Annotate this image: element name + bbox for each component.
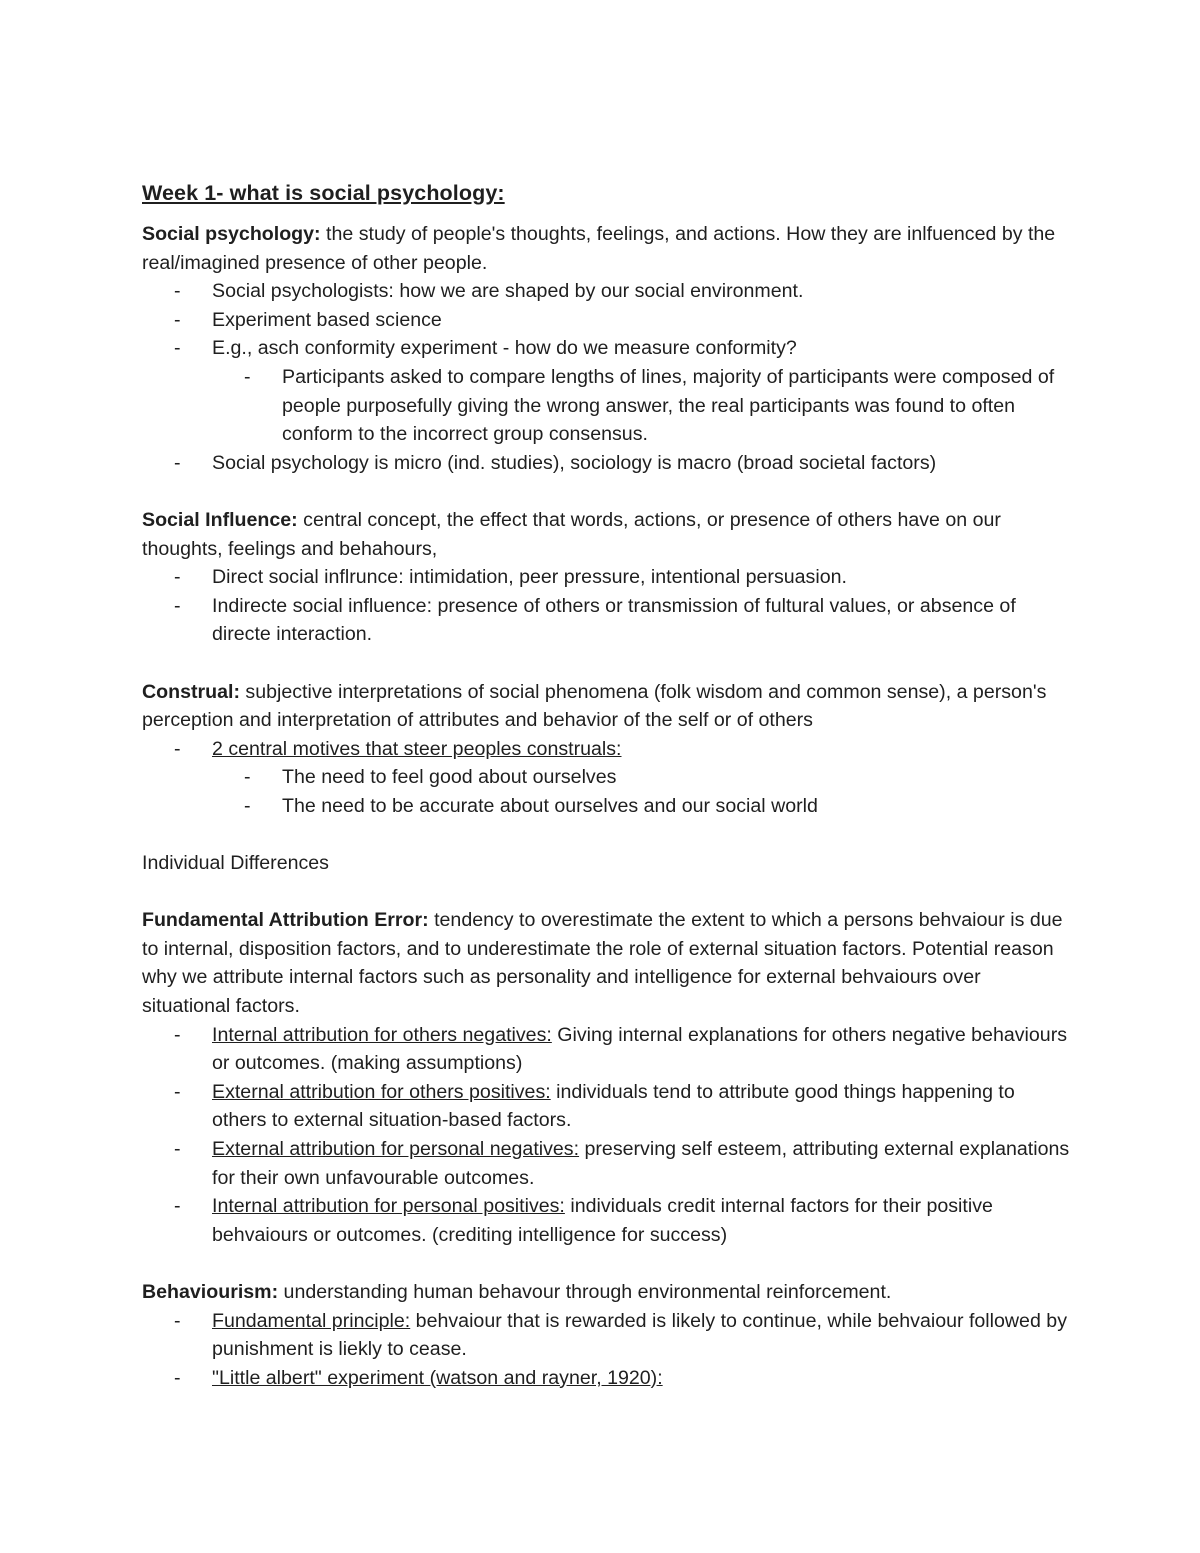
list-item-label: Fundamental principle:	[212, 1309, 411, 1332]
list-item: - Social psychologists: how we are shaped by our social environment.	[142, 277, 1072, 306]
list-item-text: 2 central motives that steer peoples construals:	[212, 737, 622, 760]
list-item	[142, 334, 1072, 448]
definition-fundamental-attribution-error: tendency to overestimate the extent to which a persons behvaiour is due to internal, disposition factors, and to underestimate the role of external situation factors. Potential reason why we attribute internal factors such as personality and intelligence for external behvaiours over situational factors.	[142, 909, 1063, 1018]
nested-list	[212, 363, 1072, 449]
list-item	[142, 1135, 1072, 1192]
list-item-label: Internal attribution for personal positives:	[212, 1195, 565, 1218]
list-item	[142, 1192, 1072, 1249]
page-title: Week 1- what is social psychology:	[142, 181, 505, 205]
document-page	[142, 178, 1072, 1392]
list-item	[142, 1021, 1072, 1078]
term-social-influence: Social Influence:	[142, 508, 298, 531]
list-item-text: E.g., asch conformity experiment - how do we measure conformity?	[212, 337, 797, 360]
definition-social-psychology: the study of people's thoughts, feelings, and actions. How they are inlfuenced by the real/imagined presence of other people.	[142, 223, 1056, 274]
fundamental-attribution-error-paragraph	[142, 906, 1072, 1020]
list-item: - Indirecte social influence: presence of others or transmission of fultural values, or absence of directe interaction.	[142, 592, 1072, 649]
list-item-text: Giving internal explanations for others negative behaviours or outcomes. (making assumptions)	[212, 1023, 1068, 1075]
construal-paragraph	[142, 678, 1072, 735]
list-item-label: External attribution for personal negatives:	[212, 1138, 580, 1160]
behaviourism-list	[142, 1307, 1072, 1393]
social-psychology-paragraph	[142, 220, 1072, 277]
list-item: - Experiment based science	[142, 306, 1072, 335]
term-fundamental-attribution-error: Fundamental Attribution Error:	[142, 909, 429, 932]
list-item	[142, 1364, 1072, 1393]
list-item: - Participants asked to compare lengths of lines, majority of participants were composed of people purposefully giving the wrong answer, the real participants was found to often conform to the incorrect group consensus.	[212, 363, 1072, 449]
list-item-text: individuals tend to attribute good things happening to others to external situation-based factors.	[212, 1080, 1015, 1132]
list-item-text: preserving self esteem, attributing external explanations for their own unfavourable outcomes.	[212, 1138, 1070, 1189]
list-item	[142, 735, 1072, 821]
list-item-label: "Little albert" experiment (watson and rayner, 1920):	[212, 1366, 663, 1389]
list-item-text: behvaiour that is rewarded is likely to continue, while behvaiour followed by punishment is liekly to cease.	[212, 1309, 1067, 1361]
list-item-label: External attribution for others positives:	[212, 1080, 551, 1103]
list-item: - Direct social inflrunce: intimidation, peer pressure, intentional persuasion.	[142, 563, 1072, 592]
definition-construal: subjective interpretations of social phenomena (folk wisdom and common sense), a person's perception and interpretation of attributes and behavior of the self or of others	[142, 680, 1047, 732]
list-item-text: individuals credit internal factors for their positive behvaiours or outcomes. (crediting intelligence for success)	[212, 1195, 993, 1246]
list-item-label: Internal attribution for others negatives:	[212, 1023, 552, 1046]
construal-list	[142, 735, 1072, 821]
list-item	[142, 1078, 1072, 1135]
social-psychology-list	[142, 277, 1072, 477]
definition-behaviourism: understanding human behavour through environmental reinforcement.	[278, 1280, 892, 1303]
list-item: - Social psychology is micro (ind. studies), sociology is macro (broad societal factors)	[142, 449, 1072, 478]
list-item: - The need to feel good about ourselves	[212, 763, 1072, 792]
definition-social-influence: central concept, the effect that words, actions, or presence of others have on our thoughts, feelings and behahours,	[142, 508, 1001, 560]
list-item	[142, 1307, 1072, 1364]
section-heading-individual-differences: Individual Differences	[142, 852, 329, 875]
social-influence-list	[142, 563, 1072, 649]
social-influence-paragraph	[142, 506, 1072, 563]
term-social-psychology: Social psychology:	[142, 223, 321, 245]
term-construal: Construal:	[142, 680, 240, 703]
term-behaviourism: Behaviourism:	[142, 1280, 279, 1303]
nested-list	[212, 763, 1072, 820]
list-item: - The need to be accurate about ourselves and our social world	[212, 792, 1072, 821]
attribution-list	[142, 1021, 1072, 1250]
behaviourism-paragraph	[142, 1278, 1072, 1307]
